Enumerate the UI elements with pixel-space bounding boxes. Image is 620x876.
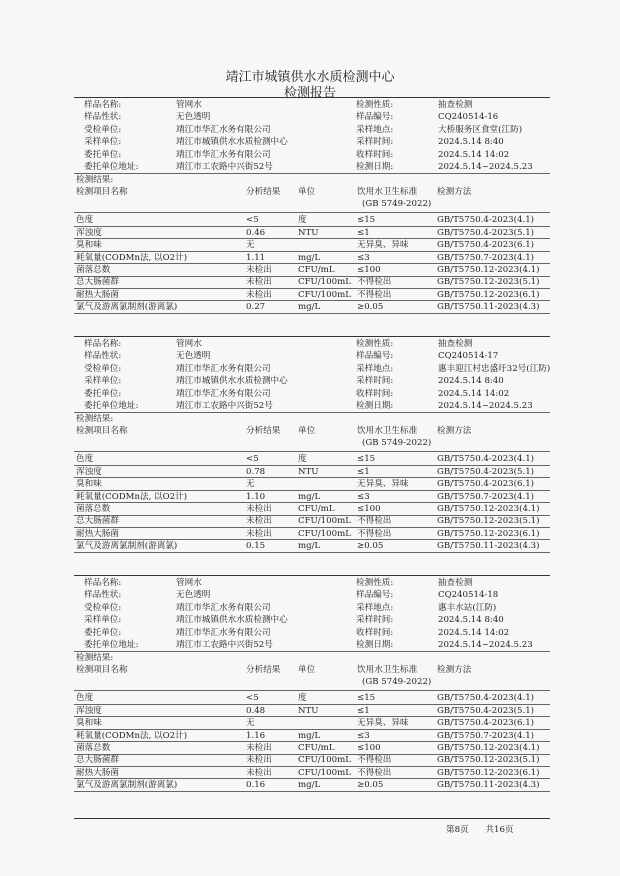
cell-result: <5 [246,693,259,704]
info-value: 无色透明 [176,351,211,362]
col-header-method: 检测方法 [437,187,472,198]
cell-item: 总大肠菌群 [76,516,119,527]
cell-method: GB/T5750.12-2023(4.1) [437,265,540,275]
cell-method: GB/T5750.7-2023(4.1) [437,730,535,741]
info-value: 管网水 [176,100,202,110]
cell-method: GB/T5750.12-2023(5.1) [437,516,540,527]
info-label: 样品名称: [84,578,122,588]
info-value: 无色透明 [176,112,211,123]
col-header-standard-code: (GB 5749-2022) [362,438,432,449]
rule-line [74,173,550,174]
cell-item: 菌落总数 [76,504,111,514]
col-header-unit: 单位 [298,665,316,676]
cell-item: 耗氧量(CODMn法, 以O2计) [76,730,188,741]
cell-method: GB/T5750.12-2023(6.1) [437,289,540,300]
cell-item: 氯气及游离氯制剂(游离氯) [76,302,178,313]
info-label: 受检单位: [84,124,122,135]
cell-unit: CFU/100mL [298,277,351,288]
cell-method: GB/T5750.12-2023(4.1) [437,743,540,753]
cell-result: 1.10 [246,491,266,502]
cell-standard: ≤100 [357,504,381,514]
info-value: 2024.5.14 14:02 [438,149,510,160]
cell-standard: ≤1 [357,466,370,477]
info-label: 样品编号: [356,112,394,123]
cell-unit: 度 [298,693,307,704]
info-label: 受检单位: [84,363,122,374]
col-header-result: 分析结果 [246,665,281,676]
cell-method: GB/T5750.11-2023(4.3) [437,780,540,791]
page-total: 共16页 [485,825,514,835]
rule-line [74,313,550,314]
rule-line [74,552,550,553]
rule-line [74,336,550,337]
info-value: CQ240514-17 [438,351,499,362]
info-label: 委托单位地址: [84,401,139,411]
cell-item: 臭和味 [76,240,102,251]
cell-result: 0.16 [246,780,266,791]
cell-method: GB/T5750.4-2023(5.1) [437,466,535,477]
cell-standard: ≤100 [357,743,381,753]
cell-unit: CFU/100mL [298,516,351,527]
cell-item: 浑浊度 [76,466,102,477]
cell-standard: ≤3 [357,730,370,741]
info-value: 2024.5.14 8:40 [438,137,504,148]
cell-item: 耐热大肠菌 [76,767,119,778]
info-value: 无色透明 [176,590,211,601]
results-label: 检测结果: [76,175,114,186]
info-label: 检测性质: [356,339,394,349]
col-header-standard: 饮用水卫生标准 [357,187,418,198]
col-header-result: 分析结果 [246,426,281,437]
cell-unit: mg/L [298,730,321,741]
info-value: 靖江市华汇水务有限公司 [176,363,271,374]
info-value: 抽查检测 [438,578,473,588]
cell-item: 臭和味 [76,718,102,729]
cell-method: GB/T5750.7-2023(4.1) [437,252,535,263]
col-header-standard-code: (GB 5749-2022) [362,199,432,210]
cell-unit: CFU/mL [298,743,335,753]
cell-item: 耐热大肠菌 [76,528,119,539]
info-value: 惠丰迎江村忠盛圩32号(江防) [438,363,551,374]
info-value: 靖江市工农路中兴街52号 [176,640,273,650]
cell-result: 未检出 [246,504,272,514]
cell-method: GB/T5750.4-2023(5.1) [437,227,535,238]
info-value: 管网水 [176,578,202,588]
cell-result: 未检出 [246,289,272,300]
cell-result: 0.48 [246,705,266,716]
info-label: 检测日期: [356,162,394,172]
cell-result: 1.11 [246,252,266,263]
results-label: 检测结果: [76,414,114,425]
cell-unit: mg/L [298,780,321,791]
info-value: 靖江市华汇水务有限公司 [176,388,271,399]
info-label: 收样时间: [356,149,394,160]
info-label: 样品性状: [84,590,122,601]
cell-method: GB/T5750.12-2023(6.1) [437,528,540,539]
cell-standard: ≥0.05 [357,541,384,552]
cell-unit: CFU/mL [298,504,335,514]
cell-item: 浑浊度 [76,705,102,716]
cell-item: 菌落总数 [76,743,111,753]
cell-standard: 不得检出 [357,755,392,766]
cell-result: 未检出 [246,528,272,539]
cell-method: GB/T5750.4-2023(4.1) [437,693,535,704]
col-header-standard-code: (GB 5749-2022) [362,677,432,688]
info-value: 靖江市华汇水务有限公司 [176,627,271,638]
info-label: 委托单位: [84,627,122,638]
col-header-unit: 单位 [298,187,316,198]
org-title: 靖江市城镇供水水质检测中心 [225,70,395,85]
col-header-item: 检测项目名称 [76,665,128,676]
info-value: 2024.5.14 8:40 [438,615,504,626]
col-header-method: 检测方法 [437,426,472,437]
cell-method: GB/T5750.11-2023(4.3) [437,541,540,552]
info-value: 靖江市华汇水务有限公司 [176,602,271,613]
cell-standard: ≤3 [357,252,370,263]
cell-item: 总大肠菌群 [76,755,119,766]
col-header-standard: 饮用水卫生标准 [357,665,418,676]
info-label: 收样时间: [356,388,394,399]
info-value: 管网水 [176,339,202,349]
cell-item: 耐热大肠菌 [76,289,119,300]
cell-item: 氯气及游离氯制剂(游离氯) [76,541,178,552]
cell-result: 未检出 [246,743,272,753]
cell-method: GB/T5750.4-2023(6.1) [437,479,535,490]
info-label: 采样地点: [356,602,394,613]
info-label: 样品名称: [84,339,122,349]
cell-unit: CFU/100mL [298,755,351,766]
info-label: 采样时间: [356,376,394,387]
cell-result: 0.15 [246,541,266,552]
page-footer [446,823,528,835]
info-label: 采样时间: [356,137,394,148]
cell-item: 色度 [76,693,94,704]
info-label: 样品性状: [84,351,122,362]
cell-method: GB/T5750.4-2023(4.1) [437,215,535,226]
cell-item: 浑浊度 [76,227,102,238]
cell-standard: 不得检出 [357,516,392,527]
cell-method: GB/T5750.7-2023(4.1) [437,491,535,502]
rule-line [74,690,550,691]
col-header-item: 检测项目名称 [76,426,128,437]
cell-unit: CFU/mL [298,265,335,275]
info-label: 样品编号: [356,590,394,601]
cell-item: 耗氧量(CODMn法, 以O2计) [76,491,188,502]
cell-method: GB/T5750.4-2023(6.1) [437,718,535,729]
cell-item: 臭和味 [76,479,102,490]
cell-unit: CFU/100mL [298,767,351,778]
info-value: 靖江市城镇供水水质检测中心 [176,615,288,626]
cell-result: 无 [246,718,255,729]
info-value: CQ240514-18 [438,590,499,601]
cell-unit: mg/L [298,541,321,552]
rule-line [74,651,550,652]
info-value: CQ240514-16 [438,112,499,123]
cell-standard: 不得检出 [357,289,392,300]
cell-method: GB/T5750.12-2023(4.1) [437,504,540,514]
cell-standard: 不得检出 [357,277,392,288]
cell-unit: NTU [298,227,319,238]
info-label: 委托单位地址: [84,162,139,172]
cell-unit: 度 [298,454,307,465]
cell-result: 未检出 [246,767,272,778]
info-value: 靖江市华汇水务有限公司 [176,149,271,160]
cell-method: GB/T5750.11-2023(4.3) [437,302,540,313]
cell-result: 未检出 [246,755,272,766]
cell-unit: mg/L [298,252,321,263]
cell-method: GB/T5750.12-2023(5.1) [437,277,540,288]
rule-line [74,97,550,98]
info-value: 靖江市工农路中兴街52号 [176,401,273,411]
cell-standard: ≤100 [357,265,381,275]
cell-unit: mg/L [298,491,321,502]
cell-standard: 不得检出 [357,528,392,539]
cell-standard: 不得检出 [357,767,392,778]
results-label: 检测结果: [76,653,114,664]
cell-result: 无 [246,240,255,251]
col-header-standard: 饮用水卫生标准 [357,426,418,437]
info-label: 检测日期: [356,640,394,650]
info-label: 检测日期: [356,401,394,411]
cell-result: 0.78 [246,466,266,477]
info-value: 2024.5.14~2024.5.23 [438,162,533,172]
col-header-result: 分析结果 [246,187,281,198]
info-label: 检测性质: [356,578,394,588]
cell-result: <5 [246,215,259,226]
cell-method: GB/T5750.4-2023(5.1) [437,705,535,716]
cell-result: 0.27 [246,302,266,313]
cell-result: 1.16 [246,730,266,741]
cell-result: 未检出 [246,277,272,288]
cell-standard: ≤1 [357,227,370,238]
cell-method: GB/T5750.4-2023(4.1) [437,454,535,465]
info-value: 2024.5.14~2024.5.23 [438,640,533,650]
info-label: 委托单位: [84,149,122,160]
cell-unit: mg/L [298,302,321,313]
info-value: 靖江市工农路中兴街52号 [176,162,273,172]
cell-standard: ≤15 [357,693,376,704]
info-label: 样品名称: [84,100,122,110]
info-label: 采样单位: [84,137,122,148]
cell-standard: 无异臭、异味 [357,718,409,729]
col-header-unit: 单位 [298,426,316,437]
info-label: 检测性质: [356,100,394,110]
info-label: 采样单位: [84,615,122,626]
info-value: 靖江市城镇供水水质检测中心 [176,137,288,148]
cell-item: 耗氧量(CODMn法, 以O2计) [76,252,188,263]
cell-standard: ≥0.05 [357,302,384,313]
info-label: 收样时间: [356,627,394,638]
cell-standard: ≤1 [357,705,370,716]
rule-line [74,212,550,213]
info-label: 采样地点: [356,363,394,374]
page-number: 第8页 [446,825,469,835]
rule-line [74,575,550,576]
cell-unit: NTU [298,466,319,477]
info-value: 2024.5.14 8:40 [438,376,504,387]
info-value: 靖江市华汇水务有限公司 [176,124,271,135]
info-value: 2024.5.14~2024.5.23 [438,401,533,411]
info-value: 惠丰水站(江防) [438,602,497,613]
info-label: 采样单位: [84,376,122,387]
rule-line [74,791,550,792]
footer-rule [74,818,550,819]
info-value: 2024.5.14 14:02 [438,627,510,638]
cell-result: <5 [246,454,259,465]
info-label: 委托单位: [84,388,122,399]
info-label: 样品性状: [84,112,122,123]
cell-result: 未检出 [246,516,272,527]
cell-method: GB/T5750.12-2023(5.1) [437,755,540,766]
info-value: 大桥服务区食堂(江防) [438,124,523,135]
cell-method: GB/T5750.12-2023(6.1) [437,767,540,778]
info-label: 采样时间: [356,615,394,626]
cell-result: 未检出 [246,265,272,275]
info-label: 样品编号: [356,351,394,362]
info-value: 抽查检测 [438,339,473,349]
cell-unit: NTU [298,705,319,716]
cell-standard: ≤3 [357,491,370,502]
rule-line [74,451,550,452]
info-value: 抽查检测 [438,100,473,110]
report-title: 检测报告 [283,86,336,101]
cell-method: GB/T5750.4-2023(6.1) [437,240,535,251]
info-label: 委托单位地址: [84,640,139,650]
cell-item: 总大肠菌群 [76,277,119,288]
cell-unit: CFU/100mL [298,528,351,539]
cell-standard: ≤15 [357,215,376,226]
info-label: 采样地点: [356,124,394,135]
cell-standard: ≥0.05 [357,780,384,791]
col-header-method: 检测方法 [437,665,472,676]
rule-line [74,412,550,413]
cell-item: 氯气及游离氯制剂(游离氯) [76,780,178,791]
cell-standard: ≤15 [357,454,376,465]
col-header-item: 检测项目名称 [76,187,128,198]
cell-result: 无 [246,479,255,490]
info-value: 靖江市城镇供水水质检测中心 [176,376,288,387]
cell-standard: 无异臭、异味 [357,479,409,490]
cell-item: 色度 [76,215,94,226]
cell-unit: 度 [298,215,307,226]
cell-item: 色度 [76,454,94,465]
cell-unit: CFU/100mL [298,289,351,300]
cell-result: 0.46 [246,227,266,238]
cell-standard: 无异臭、异味 [357,240,409,251]
cell-item: 菌落总数 [76,265,111,275]
info-value: 2024.5.14 14:02 [438,388,510,399]
info-label: 受检单位: [84,602,122,613]
